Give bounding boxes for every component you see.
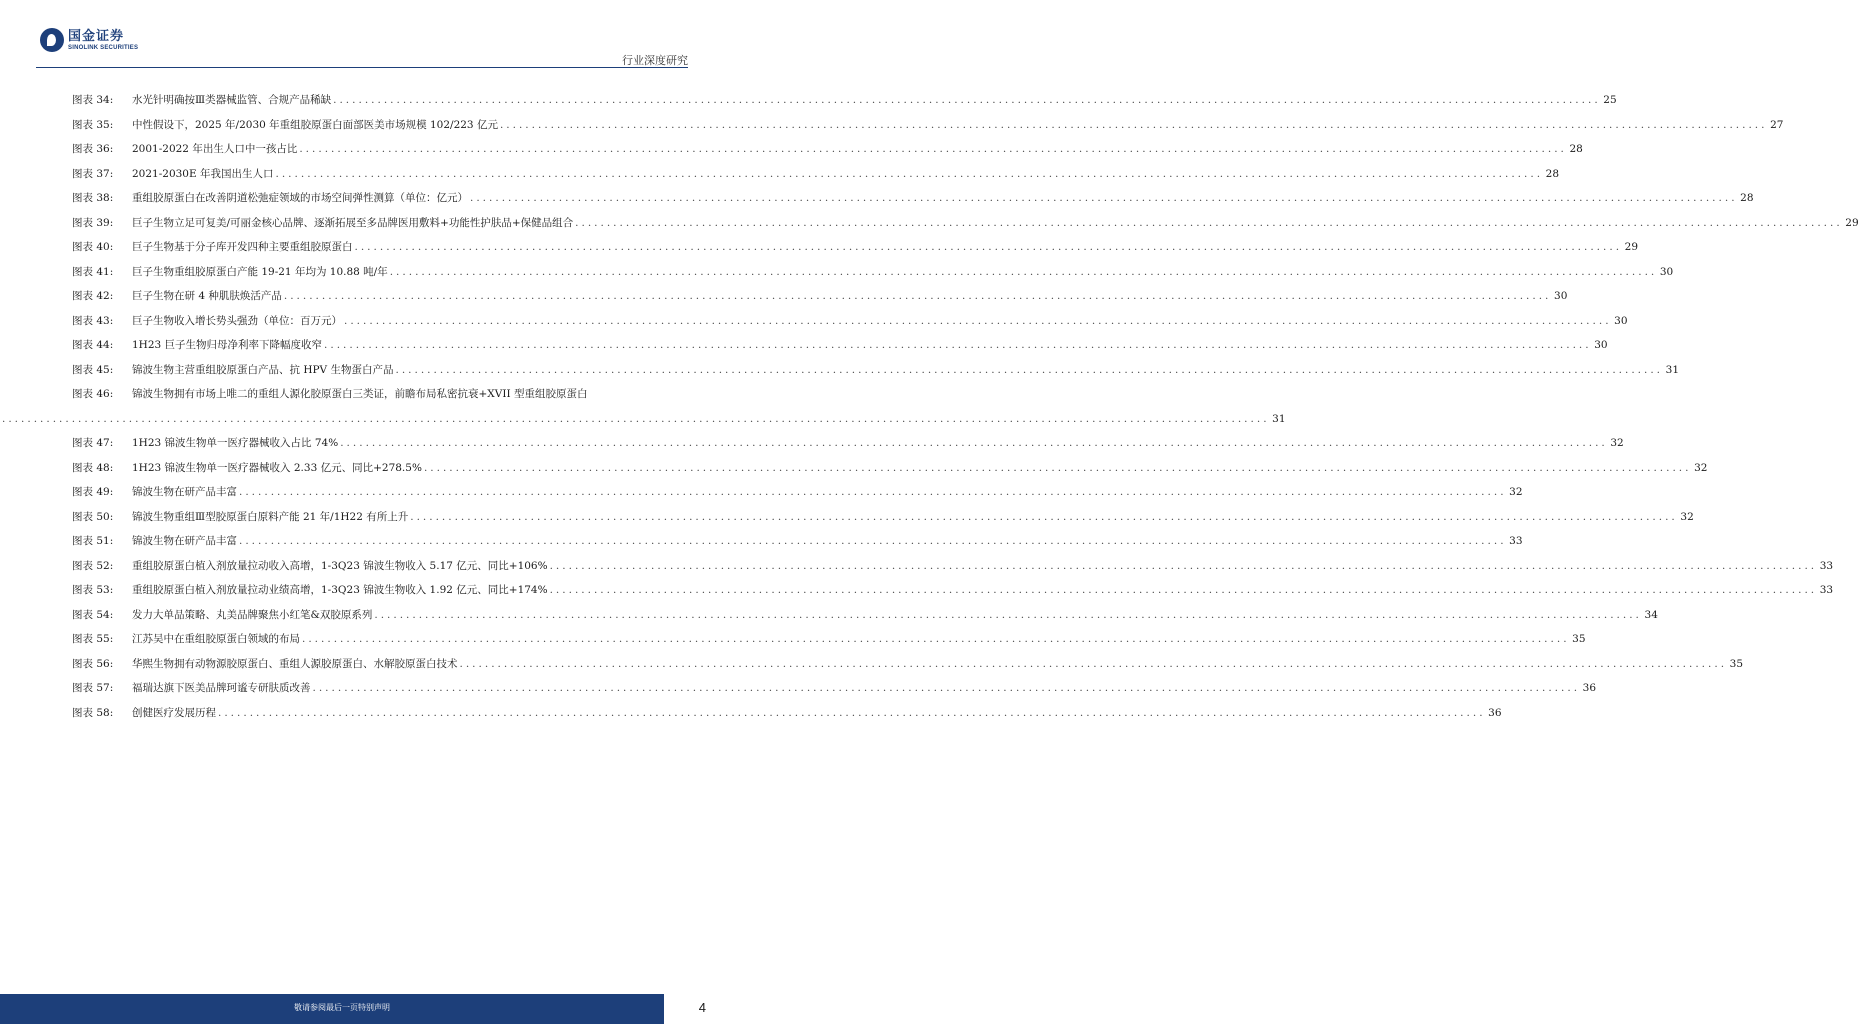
toc-entry-page: 36 bbox=[1488, 706, 1502, 719]
page-footer bbox=[0, 994, 724, 1024]
toc-entry-label: 图表 34: bbox=[72, 94, 114, 106]
toc-entry[interactable] bbox=[72, 652, 1744, 677]
toc-leader-dots: ........................................................................................................................................................................................................ bbox=[470, 192, 1738, 204]
toc-entry-title: 中性假设下，2025 年/2030 年重组胶原蛋白面部医美市场规模 102/223 亿元 bbox=[132, 118, 498, 131]
toc-entry-label: 图表 56: bbox=[72, 657, 114, 670]
toc-leader-dots: ........................................................................................................................................................................................................ bbox=[354, 241, 1623, 253]
toc-entry-page: 36 bbox=[1582, 682, 1597, 694]
toc-entry-page: 27 bbox=[1770, 118, 1784, 131]
toc-entry-page: 29 bbox=[1845, 216, 1859, 229]
toc-entry-title: 2001-2022 年出生人口中一孩占比 bbox=[132, 143, 298, 155]
toc-entry-page: 28 bbox=[1569, 143, 1583, 155]
toc-entry-label: 图表 49: bbox=[72, 486, 114, 498]
toc-entry-page: 32 bbox=[1680, 510, 1694, 523]
toc-entry-title: 1H23 锦波生物单一医疗器械收入占比 74% bbox=[132, 437, 339, 449]
toc-leader-dots: ........................................................................................................................................................................................................ bbox=[549, 559, 1818, 572]
toc-leader-dots: ........................................................................................................................................................................................................ bbox=[395, 363, 1664, 376]
toc-entry-label: 图表 57: bbox=[72, 682, 114, 694]
toc-entry[interactable] bbox=[72, 113, 1784, 138]
toc-entry-title: 江苏吴中在重组胶原蛋白领域的布局 bbox=[132, 633, 300, 645]
toc-entry-page: 30 bbox=[1614, 314, 1628, 327]
toc-entry-title: 2021-2030E 年我国出生人口 bbox=[132, 167, 274, 180]
toc-leader-dots: ........................................................................................................................................................................................................ bbox=[302, 633, 1570, 645]
toc-entry[interactable] bbox=[2, 382, 1286, 431]
toc-leader-dots: ........................................................................................................................................................................................................ bbox=[2, 412, 1270, 425]
toc-entry[interactable] bbox=[72, 505, 1694, 530]
logo-cn-text: 国金证券 bbox=[68, 28, 125, 44]
toc-leader-dots: ........................................................................................................................................................................................................ bbox=[324, 339, 1592, 351]
toc-entry-label: 图表 41: bbox=[72, 265, 114, 278]
toc-leader-dots: ........................................................................................................................................................................................................ bbox=[340, 437, 1608, 449]
disclaimer-note: 敬请参阅最后一页特别声明 bbox=[294, 1003, 390, 1012]
toc-entry-label: 图表 38: bbox=[72, 192, 114, 204]
toc-leader-dots: ........................................................................................................................................................................................................ bbox=[333, 94, 1601, 106]
toc-entry-page: 31 bbox=[1272, 412, 1286, 425]
toc-entry[interactable] bbox=[72, 137, 1583, 162]
page-number-box bbox=[664, 994, 724, 1024]
toc-entry-label: 图表 36: bbox=[72, 143, 114, 155]
toc-entry[interactable] bbox=[72, 333, 1608, 358]
toc-entry-title: 锦波生物在研产品丰富 bbox=[132, 486, 237, 498]
toc-entry-title: 华熙生物拥有动物源胶原蛋白、重组人源胶原蛋白、水解胶原蛋白技术 bbox=[132, 657, 458, 670]
toc-entry-page: 25 bbox=[1603, 94, 1617, 106]
toc-entry-title: 锦波生物拥有市场上唯二的重组人源化胶原蛋白三类证，前瞻布局私密抗衰+XVII 型重组胶原蛋白 bbox=[132, 388, 588, 400]
toc-entry[interactable] bbox=[72, 456, 1708, 481]
toc-entry-page: 35 bbox=[1572, 633, 1586, 645]
toc-leader-dots: ........................................................................................................................................................................................................ bbox=[344, 314, 1612, 327]
toc-entry-title: 重组胶原蛋白在改善阴道松弛症领域的市场空间弹性测算（单位：亿元） bbox=[132, 192, 468, 204]
toc-entry-title: 重组胶原蛋白植入剂放量拉动业绩高增，1-3Q23 锦波生物收入 1.92 亿元、同比+174% bbox=[132, 584, 548, 596]
toc-entry-title: 锦波生物重组Ⅲ型胶原蛋白原料产能 21 年/1H22 有所上升 bbox=[132, 510, 409, 523]
toc-entry-label: 图表 55: bbox=[72, 633, 114, 645]
toc-entry-label: 图表 52: bbox=[72, 559, 114, 572]
page-header bbox=[0, 0, 724, 68]
toc-entry-label: 图表 54: bbox=[72, 608, 114, 621]
toc-entry-page: 33 bbox=[1819, 584, 1834, 596]
toc-entry-label: 图表 47: bbox=[72, 437, 114, 449]
toc-leader-dots: ........................................................................................................................................................................................................ bbox=[239, 535, 1507, 547]
toc-entry-title: 发力大单品策略、丸美品牌聚焦小红笔&双胶原系列 bbox=[132, 608, 373, 621]
toc-entry-label: 图表 50: bbox=[72, 510, 114, 523]
toc-entry-page: 30 bbox=[1659, 265, 1674, 278]
toc-entry-page: 32 bbox=[1694, 461, 1708, 474]
toc-entry-page: 30 bbox=[1594, 339, 1608, 351]
toc-entry-page: 28 bbox=[1545, 167, 1560, 180]
toc-leader-dots: ........................................................................................................................................................................................................ bbox=[239, 486, 1507, 498]
toc-entry[interactable] bbox=[72, 480, 1523, 505]
toc-entry[interactable] bbox=[72, 554, 1834, 579]
toc-entry[interactable] bbox=[72, 603, 1658, 628]
toc-entry-page: 33 bbox=[1819, 559, 1834, 572]
toc-entry-label: 图表 44: bbox=[72, 339, 114, 351]
toc-entry[interactable] bbox=[72, 235, 1639, 260]
toc-entry-page: 33 bbox=[1509, 535, 1523, 547]
toc-entry[interactable] bbox=[72, 529, 1523, 554]
toc-leader-dots: ........................................................................................................................................................................................................ bbox=[218, 706, 1486, 719]
toc-leader-dots: ........................................................................................................................................................................................................ bbox=[459, 657, 1728, 670]
table-of-figures bbox=[2, 88, 1859, 725]
toc-leader-dots: ........................................................................................................................................................................................................ bbox=[410, 510, 1678, 523]
toc-entry[interactable] bbox=[72, 186, 1754, 211]
toc-leader-dots: ........................................................................................................................................................................................................ bbox=[499, 118, 1768, 131]
toc-entry[interactable] bbox=[72, 431, 1624, 456]
toc-entry[interactable] bbox=[72, 676, 1597, 701]
toc-entry-page: 30 bbox=[1554, 290, 1568, 302]
toc-entry-title: 重组胶原蛋白植入剂放量拉动收入高增，1-3Q23 锦波生物收入 5.17 亿元、同比+106% bbox=[132, 559, 548, 572]
toc-entry-page: 32 bbox=[1509, 486, 1523, 498]
toc-entry-label: 图表 53: bbox=[72, 584, 114, 596]
logo-icon bbox=[40, 28, 64, 52]
logo-en-text: SINOLINK SECURITIES bbox=[68, 44, 139, 51]
toc-leader-dots: ........................................................................................................................................................................................................ bbox=[283, 290, 1552, 302]
toc-entry-title: 1H23 巨子生物归母净利率下降幅度收窄 bbox=[132, 339, 323, 351]
toc-leader-dots: ........................................................................................................................................................................................................ bbox=[389, 265, 1658, 278]
page-number: 4 bbox=[698, 1000, 706, 1015]
toc-entry-label: 图表 51: bbox=[72, 535, 114, 547]
toc-leader-dots: ........................................................................................................................................................................................................ bbox=[575, 216, 1843, 229]
toc-entry[interactable] bbox=[72, 701, 1502, 726]
toc-entry-page: 34 bbox=[1644, 608, 1658, 621]
report-type: 行业深度研究 bbox=[622, 54, 688, 67]
toc-entry[interactable] bbox=[72, 627, 1586, 652]
toc-entry-page: 29 bbox=[1624, 241, 1639, 253]
toc-entry-label: 图表 39: bbox=[72, 216, 114, 229]
toc-entry[interactable] bbox=[72, 260, 1674, 285]
toc-entry-label: 图表 37: bbox=[72, 167, 114, 180]
toc-entry-page: 35 bbox=[1729, 657, 1744, 670]
header-divider bbox=[36, 67, 688, 68]
toc-entry-label: 图表 35: bbox=[72, 118, 114, 131]
toc-entry-title: 锦波生物在研产品丰富 bbox=[132, 535, 237, 547]
toc-leader-dots: ........................................................................................................................................................................................................ bbox=[299, 143, 1567, 155]
toc-entry-label: 图表 42: bbox=[72, 290, 114, 302]
toc-entry-title: 巨子生物在研 4 种肌肤焕活产品 bbox=[132, 290, 282, 302]
toc-leader-dots: ........................................................................................................................................................................................................ bbox=[374, 608, 1642, 621]
toc-entry-title: 巨子生物立足可复美/可丽金核心品牌、逐渐拓展至多品牌医用敷料+功能性护肤品+保健品组合 bbox=[132, 216, 574, 229]
toc-entry-title: 福瑞达旗下医美品牌珂谧专研肤质改善 bbox=[132, 682, 311, 694]
toc-entry-title: 巨子生物基于分子库开发四种主要重组胶原蛋白 bbox=[132, 241, 353, 253]
toc-entry-title: 创健医疗发展历程 bbox=[132, 706, 216, 719]
toc-entry-title: 1H23 锦波生物单一医疗器械收入 2.33 亿元、同比+278.5% bbox=[132, 461, 422, 474]
toc-entry-title: 锦波生物主营重组胶原蛋白产品、抗 HPV 生物蛋白产品 bbox=[132, 363, 394, 376]
toc-entry-page: 31 bbox=[1665, 363, 1680, 376]
toc-leader-dots: ........................................................................................................................................................................................................ bbox=[312, 682, 1581, 694]
toc-entry[interactable] bbox=[72, 309, 1628, 334]
toc-entry-page: 32 bbox=[1610, 437, 1624, 449]
toc-leader-dots: ........................................................................................................................................................................................................ bbox=[275, 167, 1544, 180]
toc-entry-title: 巨子生物重组胶原蛋白产能 19-21 年均为 10.88 吨/年 bbox=[132, 265, 388, 278]
toc-entry-label: 图表 45: bbox=[72, 363, 114, 376]
toc-entry-label: 图表 40: bbox=[72, 241, 114, 253]
toc-entry[interactable] bbox=[72, 211, 1859, 236]
toc-entry-label: 图表 48: bbox=[72, 461, 114, 474]
toc-entry-label: 图表 58: bbox=[72, 706, 114, 719]
toc-entry[interactable] bbox=[72, 284, 1568, 309]
toc-entry-label: 图表 46: bbox=[72, 388, 114, 400]
toc-entry[interactable] bbox=[72, 578, 1834, 603]
toc-leader-dots: ........................................................................................................................................................................................................ bbox=[423, 461, 1692, 474]
toc-entry[interactable] bbox=[72, 162, 1560, 187]
toc-entry-title: 巨子生物收入增长势头强劲（单位：百万元） bbox=[132, 314, 342, 327]
brand-logo bbox=[40, 28, 138, 52]
toc-leader-dots: ........................................................................................................................................................................................................ bbox=[549, 584, 1818, 596]
toc-entry[interactable] bbox=[72, 88, 1617, 113]
toc-entry-page: 28 bbox=[1740, 192, 1754, 204]
toc-entry-label: 图表 43: bbox=[72, 314, 114, 327]
toc-entry-title: 水光针明确按Ⅲ类器械监管、合规产品稀缺 bbox=[132, 94, 332, 106]
toc-entry[interactable] bbox=[72, 358, 1680, 383]
